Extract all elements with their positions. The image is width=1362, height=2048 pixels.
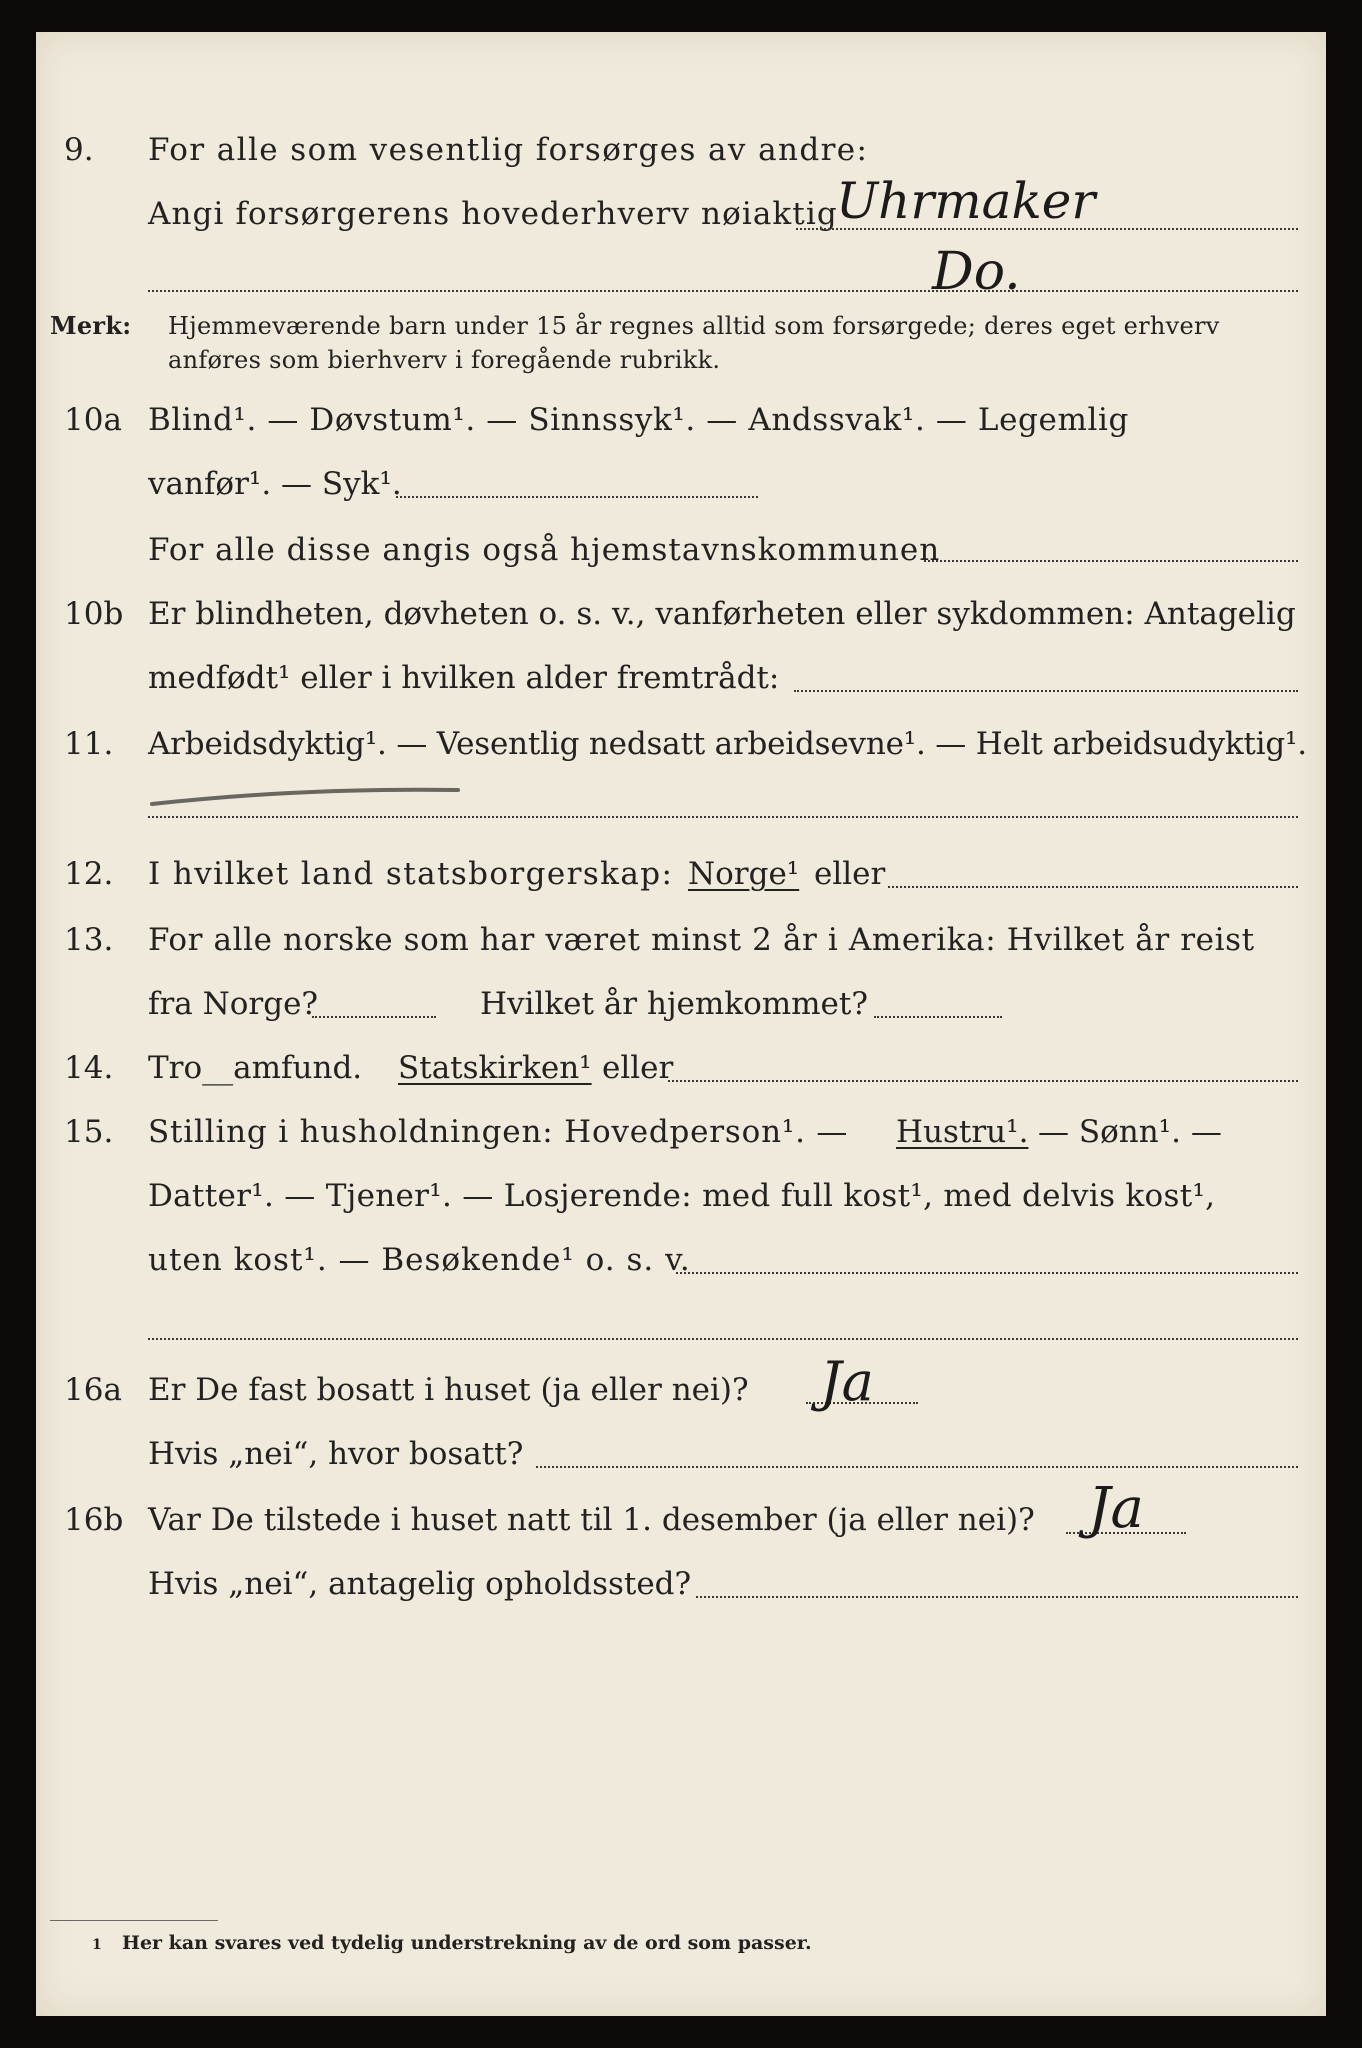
q15-number: 15. xyxy=(64,1114,114,1150)
footnote-rule xyxy=(50,1920,218,1921)
q13-line1: For alle norske som har været minst 2 år i Amerika: Hvilket år reist xyxy=(148,922,1255,958)
q12-prefix: I hvilket land statsborgerskap: xyxy=(148,856,674,892)
q13-hjemkommet-line[interactable] xyxy=(874,1016,1002,1018)
q12-option-norge[interactable]: Norge¹ xyxy=(688,856,800,892)
q14-suffix: eller xyxy=(602,1050,674,1086)
q10b-line2: medfødt¹ eller i hvilken alder fremtrådt: xyxy=(148,660,780,696)
q16a-handwritten-answer: Ja xyxy=(820,1350,874,1413)
q13-number: 13. xyxy=(64,922,114,958)
footnote-text: Her kan svares ved tydelig understrekning av de ord som passer. xyxy=(122,1932,812,1954)
q15-line1a: Stilling i husholdningen: Hovedperson¹. — xyxy=(148,1114,849,1150)
q9-answer-line-2[interactable] xyxy=(148,290,1298,292)
q10a-line3: For alle disse angis også hjemstavnskommunen xyxy=(148,532,941,568)
q12-number: 12. xyxy=(64,856,114,892)
q13-line2b: Hvilket år hjemkommet? xyxy=(480,986,868,1022)
q10b-number: 10b xyxy=(64,596,124,632)
q14-number: 14. xyxy=(64,1050,114,1086)
footnote-mark: 1 xyxy=(92,1937,102,1953)
q14-prefix: Tro__amfund. xyxy=(148,1050,363,1086)
q15-line2: Datter¹. — Tjener¹. — Losjerende: med full kost¹, med delvis kost¹, xyxy=(148,1178,1216,1214)
census-form-page xyxy=(36,32,1326,2016)
q16a-line1: Er De fast bosatt i huset (ja eller nei)? xyxy=(148,1372,749,1408)
q16a-line2: Hvis „nei“, hvor bosatt? xyxy=(148,1436,524,1472)
q14-option-statskirken[interactable]: Statskirken¹ xyxy=(398,1050,592,1086)
q16b-opholdssted-line[interactable] xyxy=(696,1596,1298,1598)
q12-suffix: eller xyxy=(814,856,886,892)
q9-line1: For alle som vesentlig forsørges av andre: xyxy=(148,132,869,168)
q9-handwritten-answer: Uhrmaker xyxy=(836,172,1096,230)
q15-answer-line-2[interactable] xyxy=(148,1338,1298,1340)
q10b-line1: Er blindheten, døvheten o. s. v., vanførheten eller sykdommen: Antagelig xyxy=(148,596,1296,632)
q16b-line1: Var De tilstede i huset natt til 1. desember (ja eller nei)? xyxy=(148,1502,1035,1538)
merk-label: Merk: xyxy=(50,311,132,340)
q9-handwritten-answer-2: Do. xyxy=(932,242,1021,302)
q16b-line2: Hvis „nei“, antagelig opholdssted? xyxy=(148,1566,692,1602)
q14-answer-line[interactable] xyxy=(668,1080,1298,1082)
q10a-answer-line[interactable] xyxy=(396,496,758,498)
q11-line1: Arbeidsdyktig¹. — Vesentlig nedsatt arbeidsevne¹. — Helt arbeidsudyktig¹. xyxy=(148,726,1307,762)
q16b-number: 16b xyxy=(64,1502,124,1538)
q9-number: 9. xyxy=(64,132,94,168)
q13-reist-line[interactable] xyxy=(312,1016,436,1018)
q11-pencil-stroke-mark xyxy=(148,782,468,812)
q15-answer-line[interactable] xyxy=(676,1272,1298,1274)
q10a-line1: Blind¹. — Døvstum¹. — Sinnssyk¹. — Andssvak¹. — Legemlig xyxy=(148,402,1129,438)
q13-line2a: fra Norge? xyxy=(148,986,319,1022)
merk-line1: Hjemmeværende barn under 15 år regnes alltid som forsørgede; deres eget erhverv xyxy=(168,312,1220,340)
q12-answer-line[interactable] xyxy=(888,886,1298,888)
q16a-number: 16a xyxy=(64,1372,122,1408)
q11-number: 11. xyxy=(64,726,114,762)
q15-line1c: — Sønn¹. — xyxy=(1038,1114,1222,1150)
q9-line2: Angi forsørgerens hovederhverv nøiaktig xyxy=(148,196,838,232)
q16a-bosatt-line[interactable] xyxy=(536,1466,1298,1468)
q11-answer-line[interactable] xyxy=(148,816,1298,818)
q10a-hjemstavn-line[interactable] xyxy=(924,560,1298,562)
merk-line2: anføres som bierhverv i foregående rubrikk. xyxy=(168,346,721,374)
q10b-answer-line[interactable] xyxy=(794,690,1298,692)
q10a-line2: vanfør¹. — Syk¹. xyxy=(148,466,402,502)
q10a-number: 10a xyxy=(64,402,122,438)
q15-option-hustru[interactable]: Hustru¹. xyxy=(896,1114,1029,1150)
q15-line3: uten kost¹. — Besøkende¹ o. s. v. xyxy=(148,1242,691,1278)
q16b-handwritten-answer: Ja xyxy=(1088,1476,1144,1541)
